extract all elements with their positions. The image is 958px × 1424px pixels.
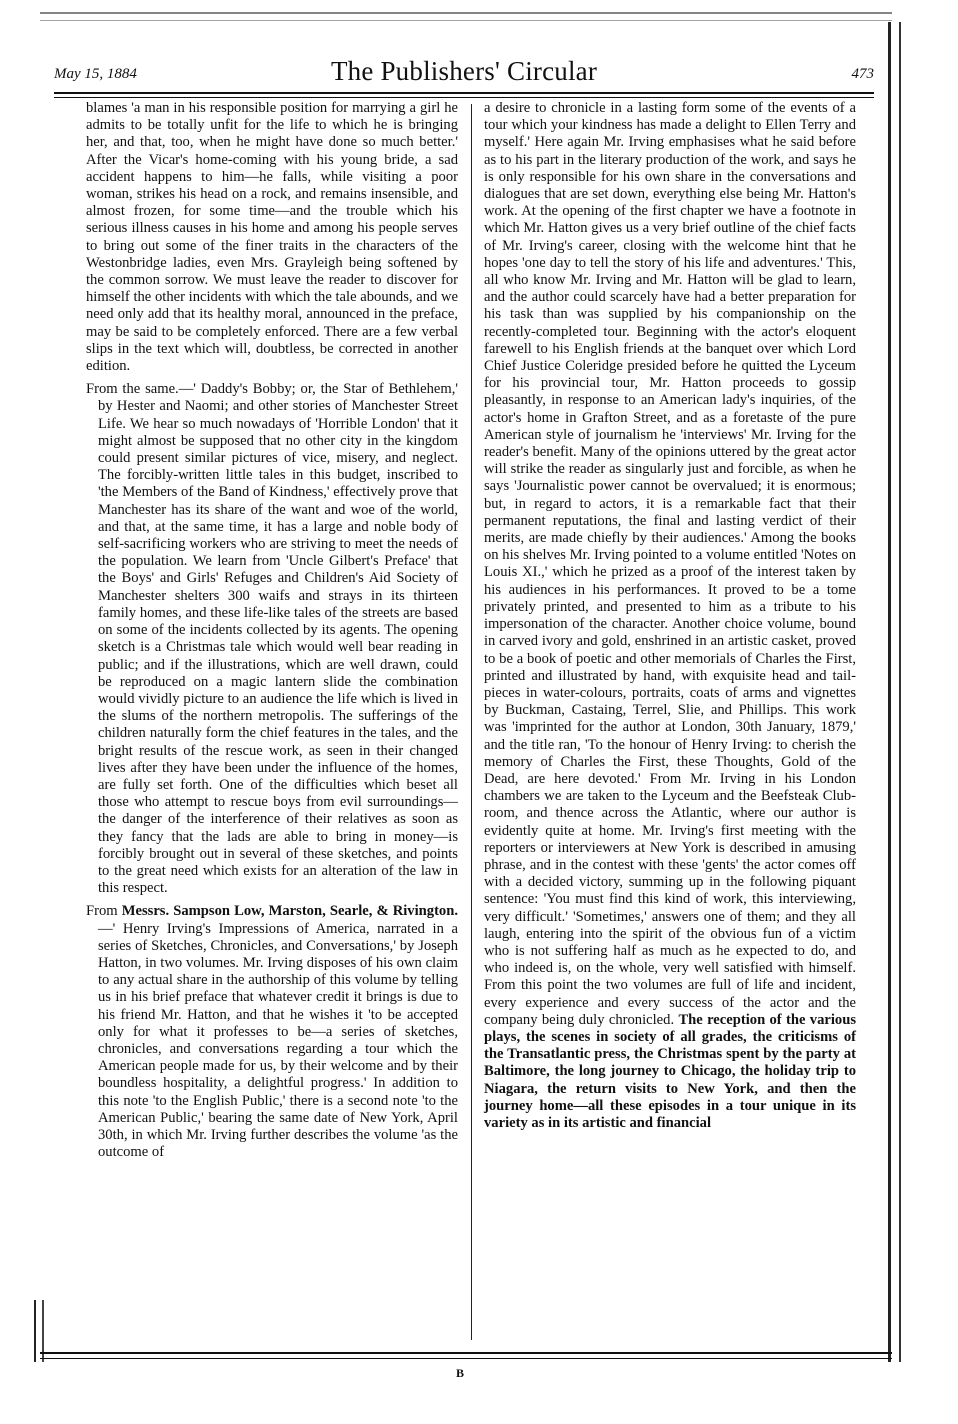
review-henry-irving	[86, 903, 458, 1161]
review-body: —' Henry Irving's Impressions of America, narrated in a series of Sketches, Chronicles, and Conversations,' by Joseph Hatton, in two volumes. Mr. Irving disposes of his own claim to any actual share in the authorship of this volume by telling us in his brief preface that whatever credit it brings is due to his friend Mr. Hatton, and that he wishes it 'to be accepted only for what it professes to be—a series of sketches, chronicles, and conversations regarding a tour which the American people made for us, by their welcome and by their boundless hospitality, a delightful progress.' In addition to this note 'to the English Public,' there is a second note 'to the American Public,' bearing the same date of New York, April 30th, in which Mr. Irving further describes the volume 'as the outcome of	[98, 920, 458, 1161]
column-divider	[471, 104, 472, 1340]
page-number: 473	[851, 66, 874, 82]
review-daddys-bobby: From the same.—' Daddy's Bobby; or, the Star of Bethlehem,' by Hester and Naomi; and other stories of Manchester Street Life. We hear so much nowadays of 'Horrible London' that it might almost be supposed that no other city in the kingdom could present similar pictures of vice, misery, and neglect. The forcibly-written little tales in this budget, inscribed to 'the Members of the Band of Kindness,' effectively prove that Manchester has its share of the want and woe of the world, and that, at the same time, it has a large and noble body of self-sacrificing workers who are striving to meet the needs of the population. We learn from 'Uncle Gilbert's Preface' that the Boys' and Girls' Refuges and Children's Aid Society of Manchester shelters 300 waifs and strays in its thirteen family homes, and these life-like tales of the streets are based on some of the incidents collected by its agents. The opening sketch is a Christmas tale which would well bear reading in public; and if the illustrations, which are well drawn, could be reproduced on a magic lantern slide the combination would vividly picture to an audience the life which is lived in the slums of the northern metropolis. The sufferings of the children naturally form the chief features in the tales, and the bright results of the rescue work, as seen in their changed lives after they have been under the influence of the homes, are fully set forth. One of the difficulties which beset all those who attempt to rescue boys from evil surroundings—the danger of the interference of their relatives as soon as they fancy that the lads are able to bring in money—is forcibly brought out in several of these sketches, and points to the great need which exists for an alteration of the law in this respect.	[86, 381, 458, 897]
bottom-border-rule	[40, 1352, 892, 1359]
header-rule	[54, 92, 874, 98]
running-header	[54, 56, 874, 90]
page-title: The Publishers' Circular	[330, 56, 598, 86]
review-continuation-text: a desire to chronicle in a lasting form some of the events of a tour which your kindness has made a delight to Ellen Terry and myself.' Here again Mr. Irving emphasises what he said before as to his part in the literary production of the work, and says he is only responsible for his own share in the conversations and dialogues that are set down, everything else being Mr. Hatton's work. At the opening of the first chapter we have a footnote in which Mr. Hatton gives us a very brief outline of the chief facts of Mr. Irving's career, closing with the welcome hint that he hopes 'one day to tell the story of his life and adventures.' This, all who know Mr. Irving and Mr. Hatton will be glad to learn, and the author could scarcely have had a better preparation for his task than was supplied by his companionship on the recently-completed tour. Beginning with the actor's eloquent farewell to his English friends at the banquet over which Lord Chief Justice Coleridge presided before he quitted the Lyceum for his provincial tour, Mr. Hatton proceeds to gossip pleasantly, in response to an American lady's inquiries, of the actor's home in Grafton Street, and as a foretaste of the pure American style of journalism he 'interviews' Mr. Irving for the reader's benefit. Many of the opinions uttered by the great actor will strike the reader as singularly just and forcible, as when he says 'Journalistic power cannot be overvalued; it is enormous; but, in regard to actors, it is a remarkable fact that their permanent reputations, the final and lasting verdict of their merits, are made chiefly by their audiences.' Among the books on his shelves Mr. Irving pointed to a volume entitled 'Notes on Louis XI.,' which he prized as a proof of the interest taken by his audiences in his performances. It proved to be a tome privately printed, and presented to him as a tribute to his impersonation of the character. Another choice volume, bound in carved ivory and gold, enshrined in an artistic casket, proved to be a book of poetic and other memorials of Charles the First, printed and illustrated by hand, with exquisite head and tail-pieces in water-colours, portraits, coats of arms and vignettes by Buckman, Castaing, Terrel, Slie, and Phillips. This work was 'imprinted for the author at London, 30th January, 1879,' and the title ran, 'To the honour of Henry Irving: to cherish the memory of Charles the First, these Thoughts, Gold of the Dead, are here devoted.' From Mr. Irving in his London chambers we are taken to the Lyceum and the Beefsteak Club-room, and thence across the Atlantic, where our author is evidently quite at home. Mr. Irving's first meeting with the reporters or interviewers at New York is described in amusing phrase, and in the contest with these 'gents' the actor comes off with a decided victory, summing up in the following piquant sentence: 'You must find this kind of work, this interviewing, very difficult.' 'Sometimes,' answers one of them; and they all laugh, entering into the spirit of the obvious fun of a victim who is not suffering half as much as he expected to do, and who indeed is, on the whole, very well satisfied with himself. From this point the two volumes are full of life and incident, every experience and every success of the actor and the company being duly chronicled.	[484, 100, 856, 1028]
right-column	[484, 100, 856, 1138]
left-column	[86, 100, 458, 1167]
review-continuation-bold: The reception of the various plays, the scenes in society of all grades, the criticisms of the Transatlantic press, the Christmas spent by the party at Baltimore, the long journey to Chicago, the holiday trip to Niagara, the return visits to New York, and then the journey home—all these episodes in a tour unique in its variety as in its artistic and financial	[484, 1011, 857, 1131]
signature-mark: B	[455, 1366, 464, 1380]
review-continuation-paragraph	[484, 100, 856, 1132]
review-lead-word: From	[86, 903, 118, 920]
review-continued-paragraph: blames 'a man in his responsible position for marrying a girl he admits to be totally unfit for the life to which he is bringing her, and that, too, when he might have done so much better.' After the Vicar's home-coming with his young bride, a sad accident happens to him—he falls, while visiting a poor woman, strikes his head on a rock, and remains insensible, and almost frozen, for some time—and the trouble which his serious illness causes in his home and among his people serves to bring out some of the finer traits in the characters of the Westonbridge ladies, even Mrs. Grayleigh being softened by the common sorrow. We must leave the reader to discover for himself the other incidents with which the tale abounds, and we need only add that its healthy moral, announced in the preface, may be said to be completely enforced. There are a few verbal slips in the text which will, doubtless, be corrected in another edition.	[86, 100, 458, 375]
top-border-rule	[40, 12, 892, 21]
publisher-name: Messrs. Sampson Low, Marston, Searle, & Rivington.	[121, 903, 458, 920]
header-date: May 15, 1884	[54, 66, 137, 82]
right-margin-rule	[888, 22, 901, 1362]
